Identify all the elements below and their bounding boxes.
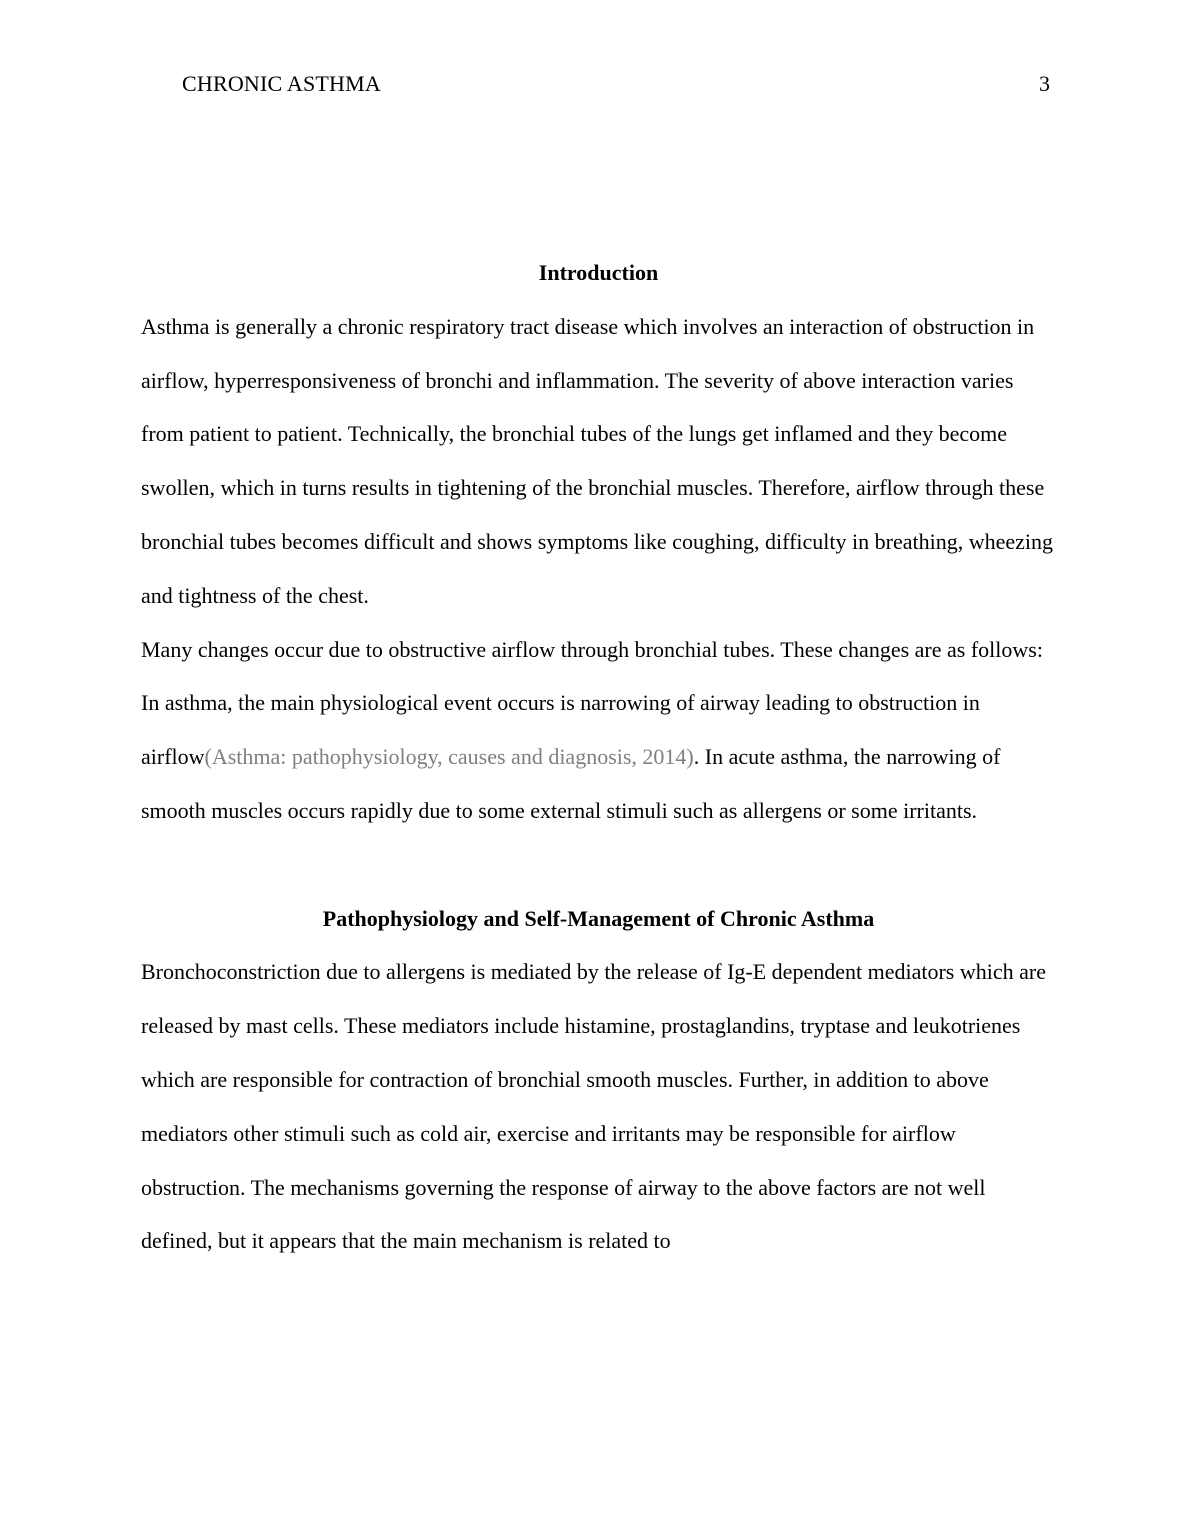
paragraph-intro-2: Many changes occur due to obstructive airflow through bronchial tubes. These changes are as follows: <box>141 636 1043 662</box>
section-heading-introduction: Introduction <box>538 260 659 285</box>
paragraph-intro-3 <box>141 676 1056 837</box>
paragraph-intro-1: Asthma is generally a chronic respiratory tract disease which involves an interaction of obstruction in airflow, hyperresponsiveness of bronchi and inflammation. The severity of above interaction varies from patient to patient. Technically, the bronchial tubes of the lungs get inflamed and they become swollen, which in turns results in tightening of the bronchial muscles. Therefore, airflow through these bronchial tubes becomes difficult and shows symptoms like coughing, difficulty in breathing, wheezing and tightness of the chest. <box>141 313 1054 608</box>
running-head: CHRONIC ASTHMA <box>182 71 381 96</box>
citation: (Asthma: pathophysiology, causes and diagnosis, 2014) <box>204 744 694 770</box>
section-spacer <box>141 838 1056 892</box>
page-number: 3 <box>1039 71 1050 96</box>
paragraph-intro-3-text-end: . In acute asthma, the narrowing of smooth muscles occurs rapidly due to some external stimuli such as allergens or some irritants. <box>141 744 1001 823</box>
document-body <box>141 246 1056 1268</box>
paragraph-intro-3-text: In asthma, the main physiological event occurs is narrowing of airway leading to obstruction in airflow <box>141 690 980 770</box>
paragraph-patho-1: Bronchoconstriction due to allergens is mediated by the release of Ig-E dependent mediators which are released by mast cells. These mediators include histamine, prostaglandins, tryptase and leukotrienes which are responsible for contraction of bronchial smooth muscles. Further, in addition to above mediators other stimuli such as cold air, exercise and irritants may be responsible for airflow obstruction. The mechanisms governing the response of airway to the above factors are not well defined, but it appears that the main mechanism is related to <box>141 959 1046 1254</box>
section-heading-pathophysiology: Pathophysiology and Self-Management of Chronic Asthma <box>322 905 875 931</box>
